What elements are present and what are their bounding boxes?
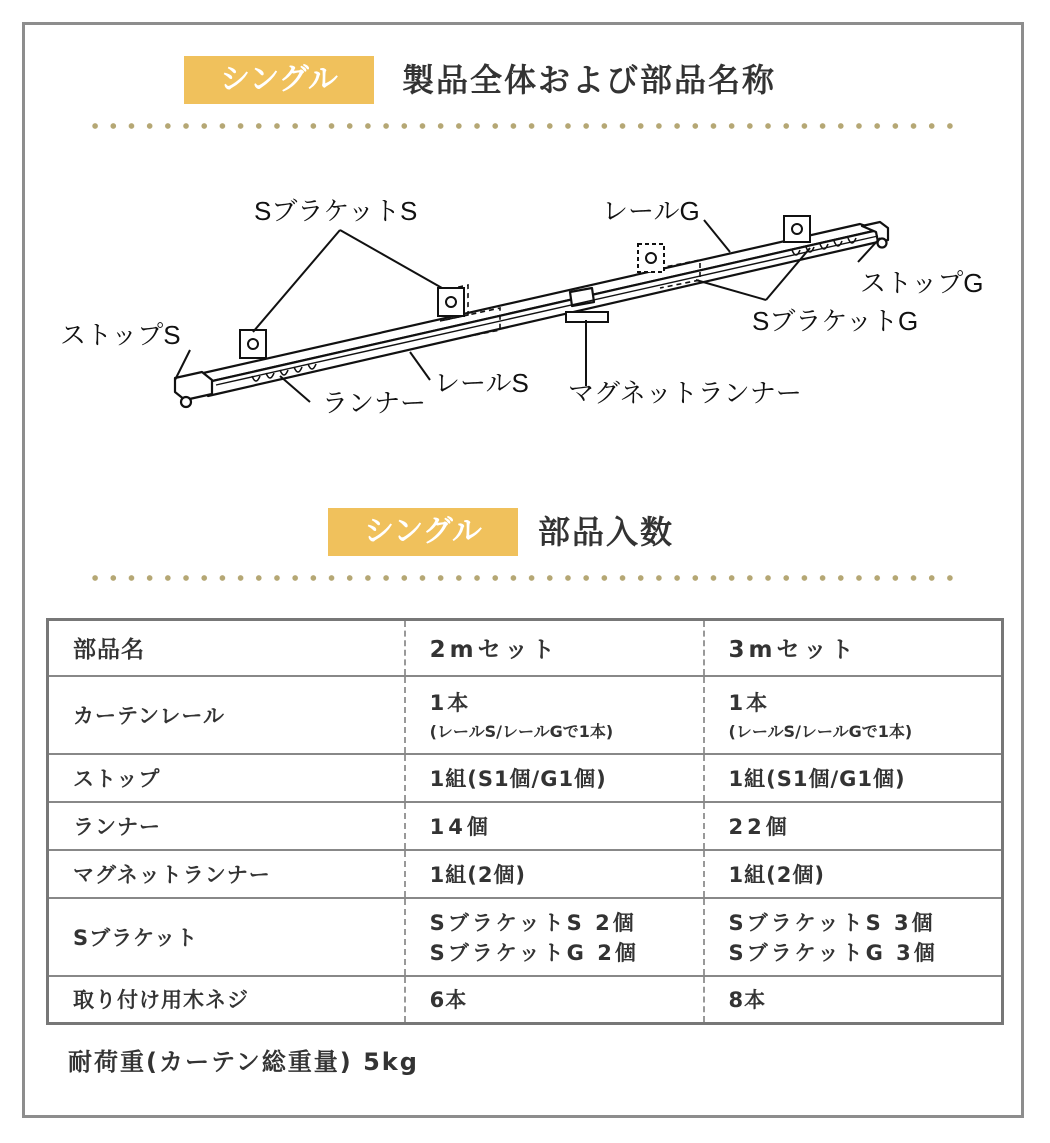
single-badge-2: シングル bbox=[328, 508, 518, 556]
qty-3m: 1組(2個) bbox=[704, 850, 1003, 898]
label-magnet-runner: マグネットランナー bbox=[568, 378, 802, 408]
brackets bbox=[240, 216, 810, 358]
table-header-row bbox=[48, 620, 1003, 676]
section-title-overview: 製品全体および部品名称 bbox=[402, 61, 777, 99]
qty-3m: SブラケットS 3個 SブラケットG 3個 bbox=[704, 898, 1003, 976]
part-name: 取り付け用木ネジ bbox=[73, 988, 249, 1013]
header-part-name: 部品名 bbox=[48, 620, 405, 676]
label-s-bracket-s: SブラケットS bbox=[254, 196, 418, 226]
table-row bbox=[48, 676, 1003, 754]
parts-table bbox=[46, 618, 1004, 1025]
table-row bbox=[48, 850, 1003, 898]
rail-top-face bbox=[190, 224, 878, 382]
section-title-parts-count: 部品入数 bbox=[538, 513, 675, 551]
table-row bbox=[48, 754, 1003, 802]
single-badge: シングル bbox=[184, 56, 374, 104]
qty-2m: 1組(S1個/G1個) bbox=[405, 754, 704, 802]
header-3m-set: 3mセット bbox=[704, 620, 1003, 676]
stop-s-cap bbox=[175, 372, 212, 400]
part-name: カーテンレール bbox=[48, 676, 405, 754]
qty-3m: 1組(S1個/G1個) bbox=[704, 754, 1003, 802]
qty-2m: 1組(2個) bbox=[405, 850, 704, 898]
table-row bbox=[48, 802, 1003, 850]
load-capacity-note: 耐荷重(カーテン総重量) 5kg bbox=[68, 1048, 419, 1076]
table-row bbox=[48, 976, 1003, 1024]
label-stop-s: ストップS bbox=[60, 320, 181, 350]
part-name: Sブラケット bbox=[48, 898, 405, 976]
dotted-divider bbox=[86, 122, 962, 130]
rail-diagram bbox=[40, 180, 1000, 440]
qty-2m: SブラケットS 2個 SブラケットG 2個 bbox=[405, 898, 704, 976]
part-name: ランナー bbox=[48, 802, 405, 850]
qty-2m: 6本 bbox=[405, 976, 704, 1024]
part-name: ストップ bbox=[48, 754, 405, 802]
qty-3m: 22個 bbox=[704, 802, 1003, 850]
label-s-bracket-g: SブラケットG bbox=[752, 306, 919, 336]
qty-3m: 8本 bbox=[704, 976, 1003, 1024]
label-runner: ランナー bbox=[322, 388, 427, 418]
qty-2m: 1本 (レールS/レールGで1本) bbox=[405, 676, 704, 754]
dotted-divider-2 bbox=[86, 574, 962, 582]
table-row bbox=[48, 898, 1003, 976]
header-2m-set: 2mセット bbox=[405, 620, 704, 676]
label-rail-s: レールS bbox=[434, 368, 529, 398]
qty-3m: 1本 (レールS/レールGで1本) bbox=[704, 676, 1003, 754]
label-stop-g: ストップG bbox=[860, 268, 984, 298]
label-rail-g: レールG bbox=[602, 196, 700, 226]
part-name: マグネットランナー bbox=[48, 850, 405, 898]
qty-2m: 14個 bbox=[405, 802, 704, 850]
